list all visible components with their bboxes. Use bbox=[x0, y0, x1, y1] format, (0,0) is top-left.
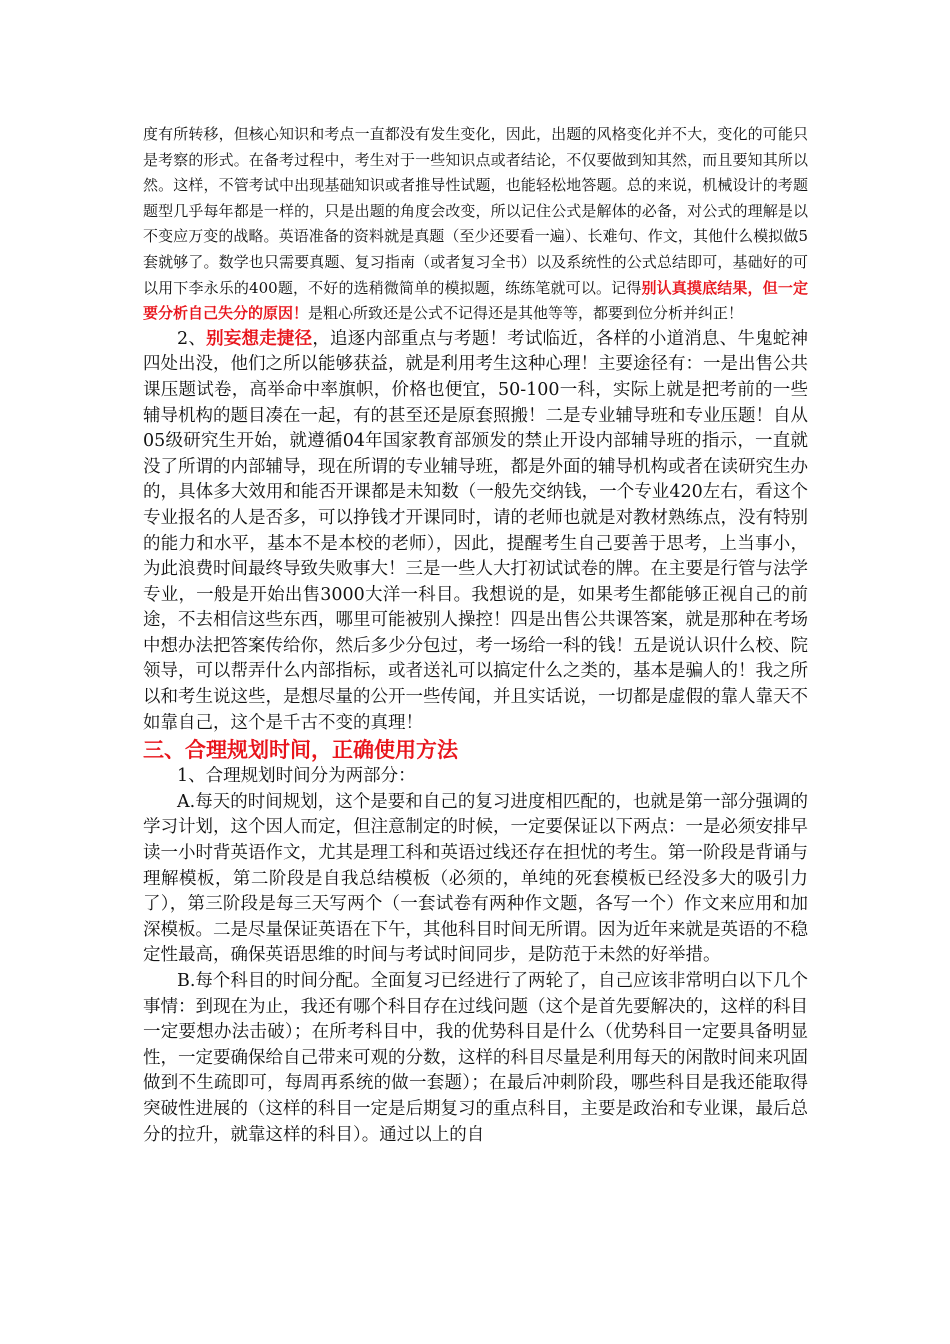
paragraph-text: ，追逐内部重点与考题！考试临近，各样的小道消息、牛鬼蛇神四处出没，他们之所以能够获益，就是利用考生这种心理！主要途径有：一是出售公共课压题试卷，高举命中率旗帜，价格也便宜，50-100一科，实际上就是把考前的一些辅导机构的题目凑在一起，有的甚至还是原套照搬！二是专业辅导班和专业压题！自从05级研究生开始，就遵循04年国家教育部颁发的禁止开设内部辅导班的指示，一直就没了所谓的内部辅导，现在所谓的专业辅导班，都是外面的辅导机构或者在读研究生办的，具体多大效用和能否开课都是未知数（一般先交纳钱，一个专业420左右，看这个专业报名的人是否多，可以挣钱才开课同时，请的老师也就是对教材熟练点，没有特别的能力和水平，基本不是本校的老师），因此，提醒考生自己要善于思考，上当事小，为此浪费时间最终导致失败事大！三是一些人大打初试试卷的牌。在主要是行管与法学专业，一般是开始出售3000大洋一科目。我想说的是，如果考生都能够正视自己的前途，不去相信这些东西，哪里可能被别人操控！四是出售公共课答案，就是那种在考场中想办法把答案传给你，然后多少分包过，考一场给一科的钱！五是说认识什么校、院领导，可以帮弄什么内部指标，或者送礼可以搞定什么之类的，基本是骗人的！我之所以和考生说这些，是想尽量的公开一些传闻，并且实话说，一切都是虚假的靠人靠天不如靠自己，这个是千古不变的真理！ bbox=[143, 328, 809, 733]
paragraph-subject-allocation: B.每个科目的时间分配。全面复习已经进行了两轮了，自己应该非常明白以下几个事情：到现在为止，我还有哪个科目存在过线问题（这个是首先要解决的，这样的科目一定要想办法击破）；在所考科目中，我的优势科目是什么（优势科目一定要具备明显性，一定要确保给自己带来可观的分数，这样的科目尽量是利用每天的闲散时间来巩固做到不生疏即可，每周再系统的做一套题）；在最后冲刺阶段，哪些科目是我还能取得突破性进展的（这样的科目一定是后期复习的重点科目，主要是政治和专业课，最后总分的拉升，就靠这样的科目）。通过以上的自 bbox=[143, 971, 808, 1145]
paragraph-number: 2、 bbox=[177, 328, 207, 349]
paragraph-plan-intro: 1、合理规划时间分为两部分： bbox=[177, 766, 416, 787]
paragraph-text: 是粗心所致还是公式不记得还是其他等等，都要到位分析并纠正！ bbox=[308, 304, 744, 323]
paragraph-text: 度有所转移，但核心知识和考点一直都没有发生变化，因此，出题的风格变化并不大，变化的可能只是考察的形式。在备考过程中，考生对于一些知识点或者结论，不仅要做到知其然，而且要知其所以然。这样，不管考试中出现基础知识或者推导性试题，也能轻松地答题。总的来说，机械设计的考题题型几乎每年都是一样的，只是出题的角度会改变，所以记住公式是解体的必备，对公式的理解是以不变应万变的战略。英语准备的资料就是真题（至少还要看一遍）、长难句、作文，其他什么模拟做5套就够了。数学也只需要真题、复习指南（或者复习全书）以及系统性的公式总结即可，基础好的可以用下李永乐的400题，不好的选稍微简单的模拟题，练练笔就可以。记得 bbox=[143, 125, 808, 297]
highlight-no-shortcuts: 别妄想走捷径 bbox=[206, 328, 313, 349]
paragraph-daily-plan: A.每天的时间规划，这个是要和自己的复习进度相匹配的，也就是第一部分强调的学习计划，这个因人而定，但注意制定的时候，一定要保证以下两点：一是必须安排早读一小时背英语作文，尤其是理工科和英语过线还存在担忧的考生。第一阶段是背诵与理解模板，第二阶段是自我总结模板（必须的，单纯的死套模板已经没多大的吸引力了），第三阶段是每三天写两个（一套试卷有两种作文题，各写一个）作文来应用和加深模板。二是尽量保证英语在下午，其他科目时间无所谓。因为近年来就是英语的不稳定性最高，确保英语思维的时间与考试时间同步，是防范于未然的好举措。 bbox=[143, 791, 808, 966]
highlight-analyze-mistakes: 别认真摸底结果，但一定要分析自己失分的原因！ bbox=[143, 278, 808, 323]
paragraph-exam-prep bbox=[143, 122, 808, 327]
section-heading-time-planning: 三、合理规划时间，正确使用方法 bbox=[143, 738, 458, 763]
paragraph-no-shortcuts bbox=[143, 327, 808, 737]
document-body bbox=[143, 122, 808, 1148]
